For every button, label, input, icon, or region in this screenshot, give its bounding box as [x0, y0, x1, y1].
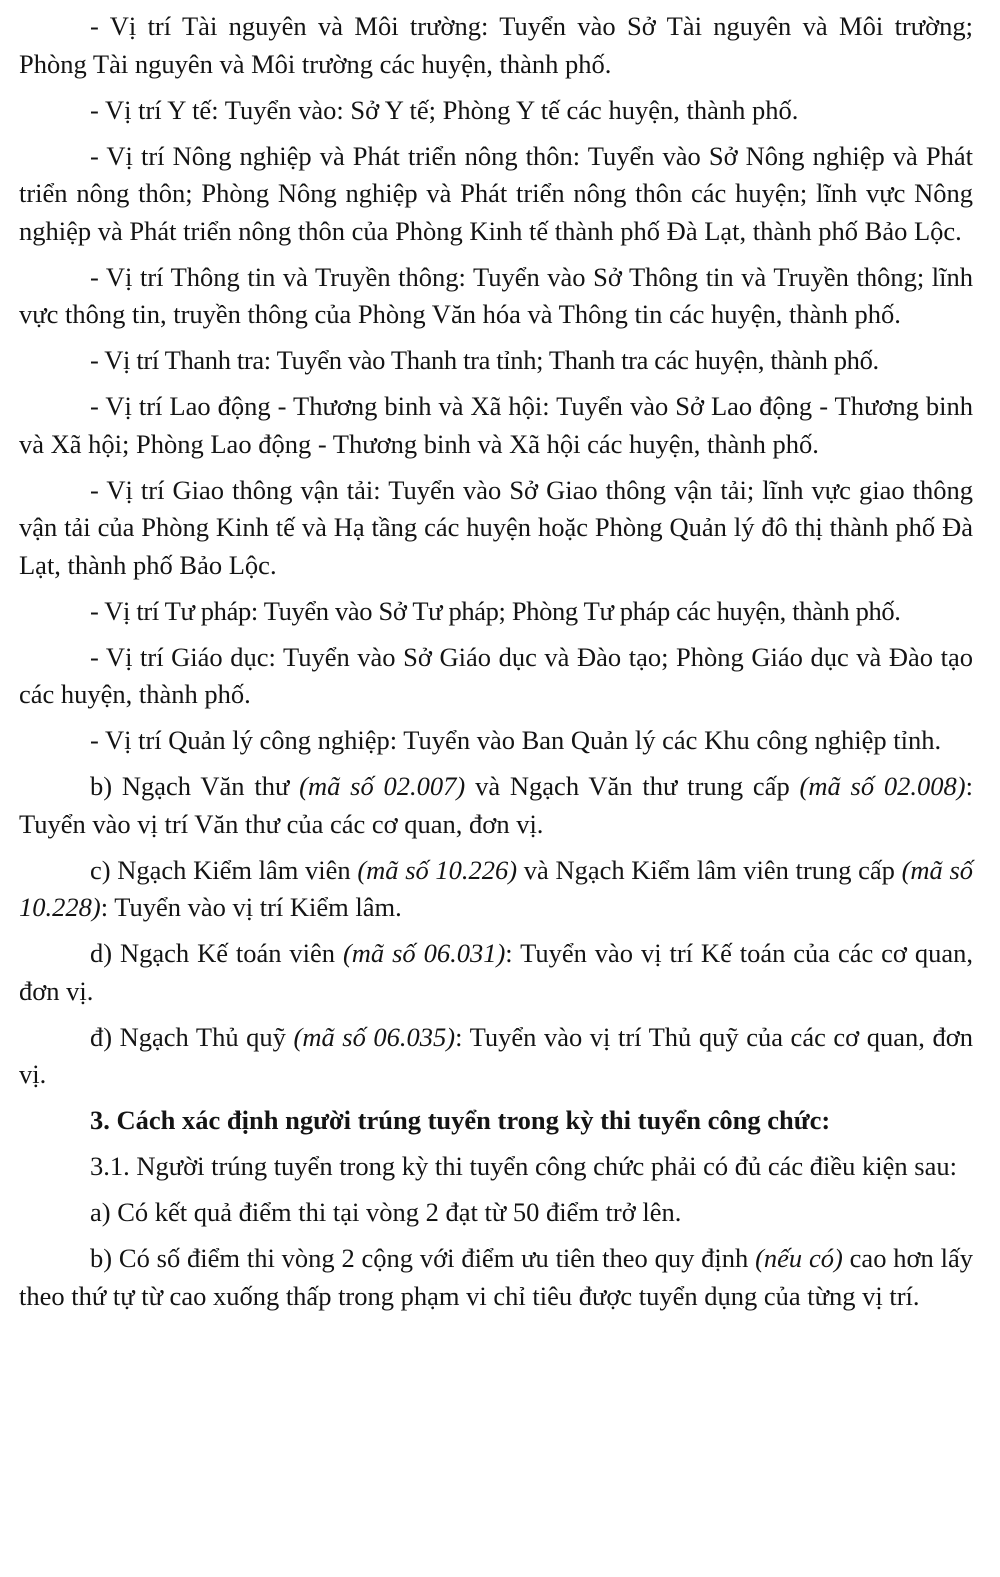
code-run: (mã số 10.228)	[19, 854, 974, 922]
paragraph-lao-dong: - Vị trí Lao động - Thương binh và Xã hội: Tuyển vào Sở Lao động - Thương binh và Xã hội; Phòng Lao động - Thương binh và Xã hội các huyện, thành phố.	[19, 391, 973, 459]
text-run: : Tuyển vào vị trí Kế toán của các cơ quan, đơn vị.	[19, 938, 973, 1006]
paragraph-y-te: - Vị trí Y tế: Tuyển vào: Sở Y tế; Phòng Y tế các huyện, thành phố.	[90, 94, 799, 125]
paragraph-ngach-thu-quy	[19, 1019, 973, 1094]
text-run: b) Ngạch Văn thư	[90, 771, 300, 801]
paragraph-3-1-b	[19, 1240, 973, 1315]
text-run: : Tuyển vào vị trí Văn thư của các cơ quan, đơn vị.	[19, 771, 973, 839]
paragraph-ngach-ke-toan	[19, 935, 973, 1010]
note-run: (nếu có)	[755, 1243, 843, 1273]
text-run: và Ngạch Văn thư trung cấp	[465, 771, 800, 801]
paragraph-3-1-a: a) Có kết quả điểm thi tại vòng 2 đạt từ 50 điểm trở lên.	[90, 1197, 682, 1227]
paragraph-giao-duc: - Vị trí Giáo dục: Tuyển vào Sở Giáo dục và Đào tạo; Phòng Giáo dục và Đào tạo các huyện, thành phố.	[19, 641, 973, 709]
section-3-heading: 3. Cách xác định người trúng tuyển trong kỳ thi tuyển công chức:	[90, 1105, 831, 1135]
paragraph-ngach-kiem-lam	[19, 852, 973, 927]
paragraph-thanh-tra: - Vị trí Thanh tra: Tuyển vào Thanh tra tỉnh; Thanh tra các huyện, thành phố.	[90, 345, 879, 375]
text-run: c) Ngạch Kiểm lâm viên	[90, 854, 358, 885]
paragraph-quan-ly-cong-nghiep: - Vị trí Quản lý công nghiệp: Tuyển vào Ban Quản lý các Khu công nghiệp tỉnh.	[90, 725, 942, 755]
code-run: (mã số 02.008)	[799, 771, 966, 801]
code-run: (mã số 06.035)	[293, 1021, 456, 1052]
code-run: (mã số 02.007)	[299, 771, 466, 801]
paragraph-3-1: 3.1. Người trúng tuyển trong kỳ thi tuyển công chức phải có đủ các điều kiện sau:	[90, 1151, 957, 1181]
code-run: (mã số 06.031)	[342, 938, 506, 968]
text-run: cao hơn lấy theo thứ tự từ cao xuống thấp trong phạm vi chỉ tiêu được tuyển dụng của từng vị trí.	[19, 1243, 973, 1311]
paragraph-nong-nghiep: - Vị trí Nông nghiệp và Phát triển nông thôn: Tuyển vào Sở Nông nghiệp và Phát triển nông thôn; Phòng Nông nghiệp và Phát triển nông thôn các huyện; lĩnh vực Nông nghiệp và Phát triển nông thôn của Phòng Kinh tế thành phố Đà Lạt, thành phố Bảo Lộc.	[19, 140, 973, 246]
code-run: (mã số 10.226)	[357, 854, 518, 885]
paragraph-ngach-van-thu	[19, 768, 973, 843]
text-run: và Ngạch Kiểm lâm viên trung cấp	[517, 854, 902, 885]
paragraph-giao-thong: - Vị trí Giao thông vận tải: Tuyển vào Sở Giao thông vận tải; lĩnh vực giao thông vận tải của Phòng Kinh tế và Hạ tầng các huyện hoặc Phòng Quản lý đô thị thành phố Đà Lạt, thành phố Bảo Lộc.	[19, 474, 973, 580]
paragraph-thong-tin-truyen-thong: - Vị trí Thông tin và Truyền thông: Tuyển vào Sở Thông tin và Truyền thông; lĩnh vực thông tin, truyền thông của Phòng Văn hóa và Thông tin các huyện, thành phố.	[19, 261, 973, 329]
text-run: b) Có số điểm thi vòng 2 cộng với điểm ưu tiên theo quy định	[90, 1243, 756, 1273]
text-run: đ) Ngạch Thủ quỹ	[90, 1021, 294, 1052]
paragraph-tu-phap: - Vị trí Tư pháp: Tuyển vào Sở Tư pháp; Phòng Tư pháp các huyện, thành phố.	[90, 595, 901, 626]
text-run: d) Ngạch Kế toán viên	[90, 938, 343, 968]
text-run: : Tuyển vào vị trí Thủ quỹ của các cơ quan, đơn vị.	[19, 1021, 973, 1089]
paragraph-tai-nguyen-moi-truong: - Vị trí Tài nguyên và Môi trường: Tuyển vào Sở Tài nguyên và Môi trường; Phòng Tài nguyên và Môi trường các huyện, thành phố.	[19, 11, 973, 79]
text-run: : Tuyển vào vị trí Kiểm lâm.	[100, 892, 402, 922]
